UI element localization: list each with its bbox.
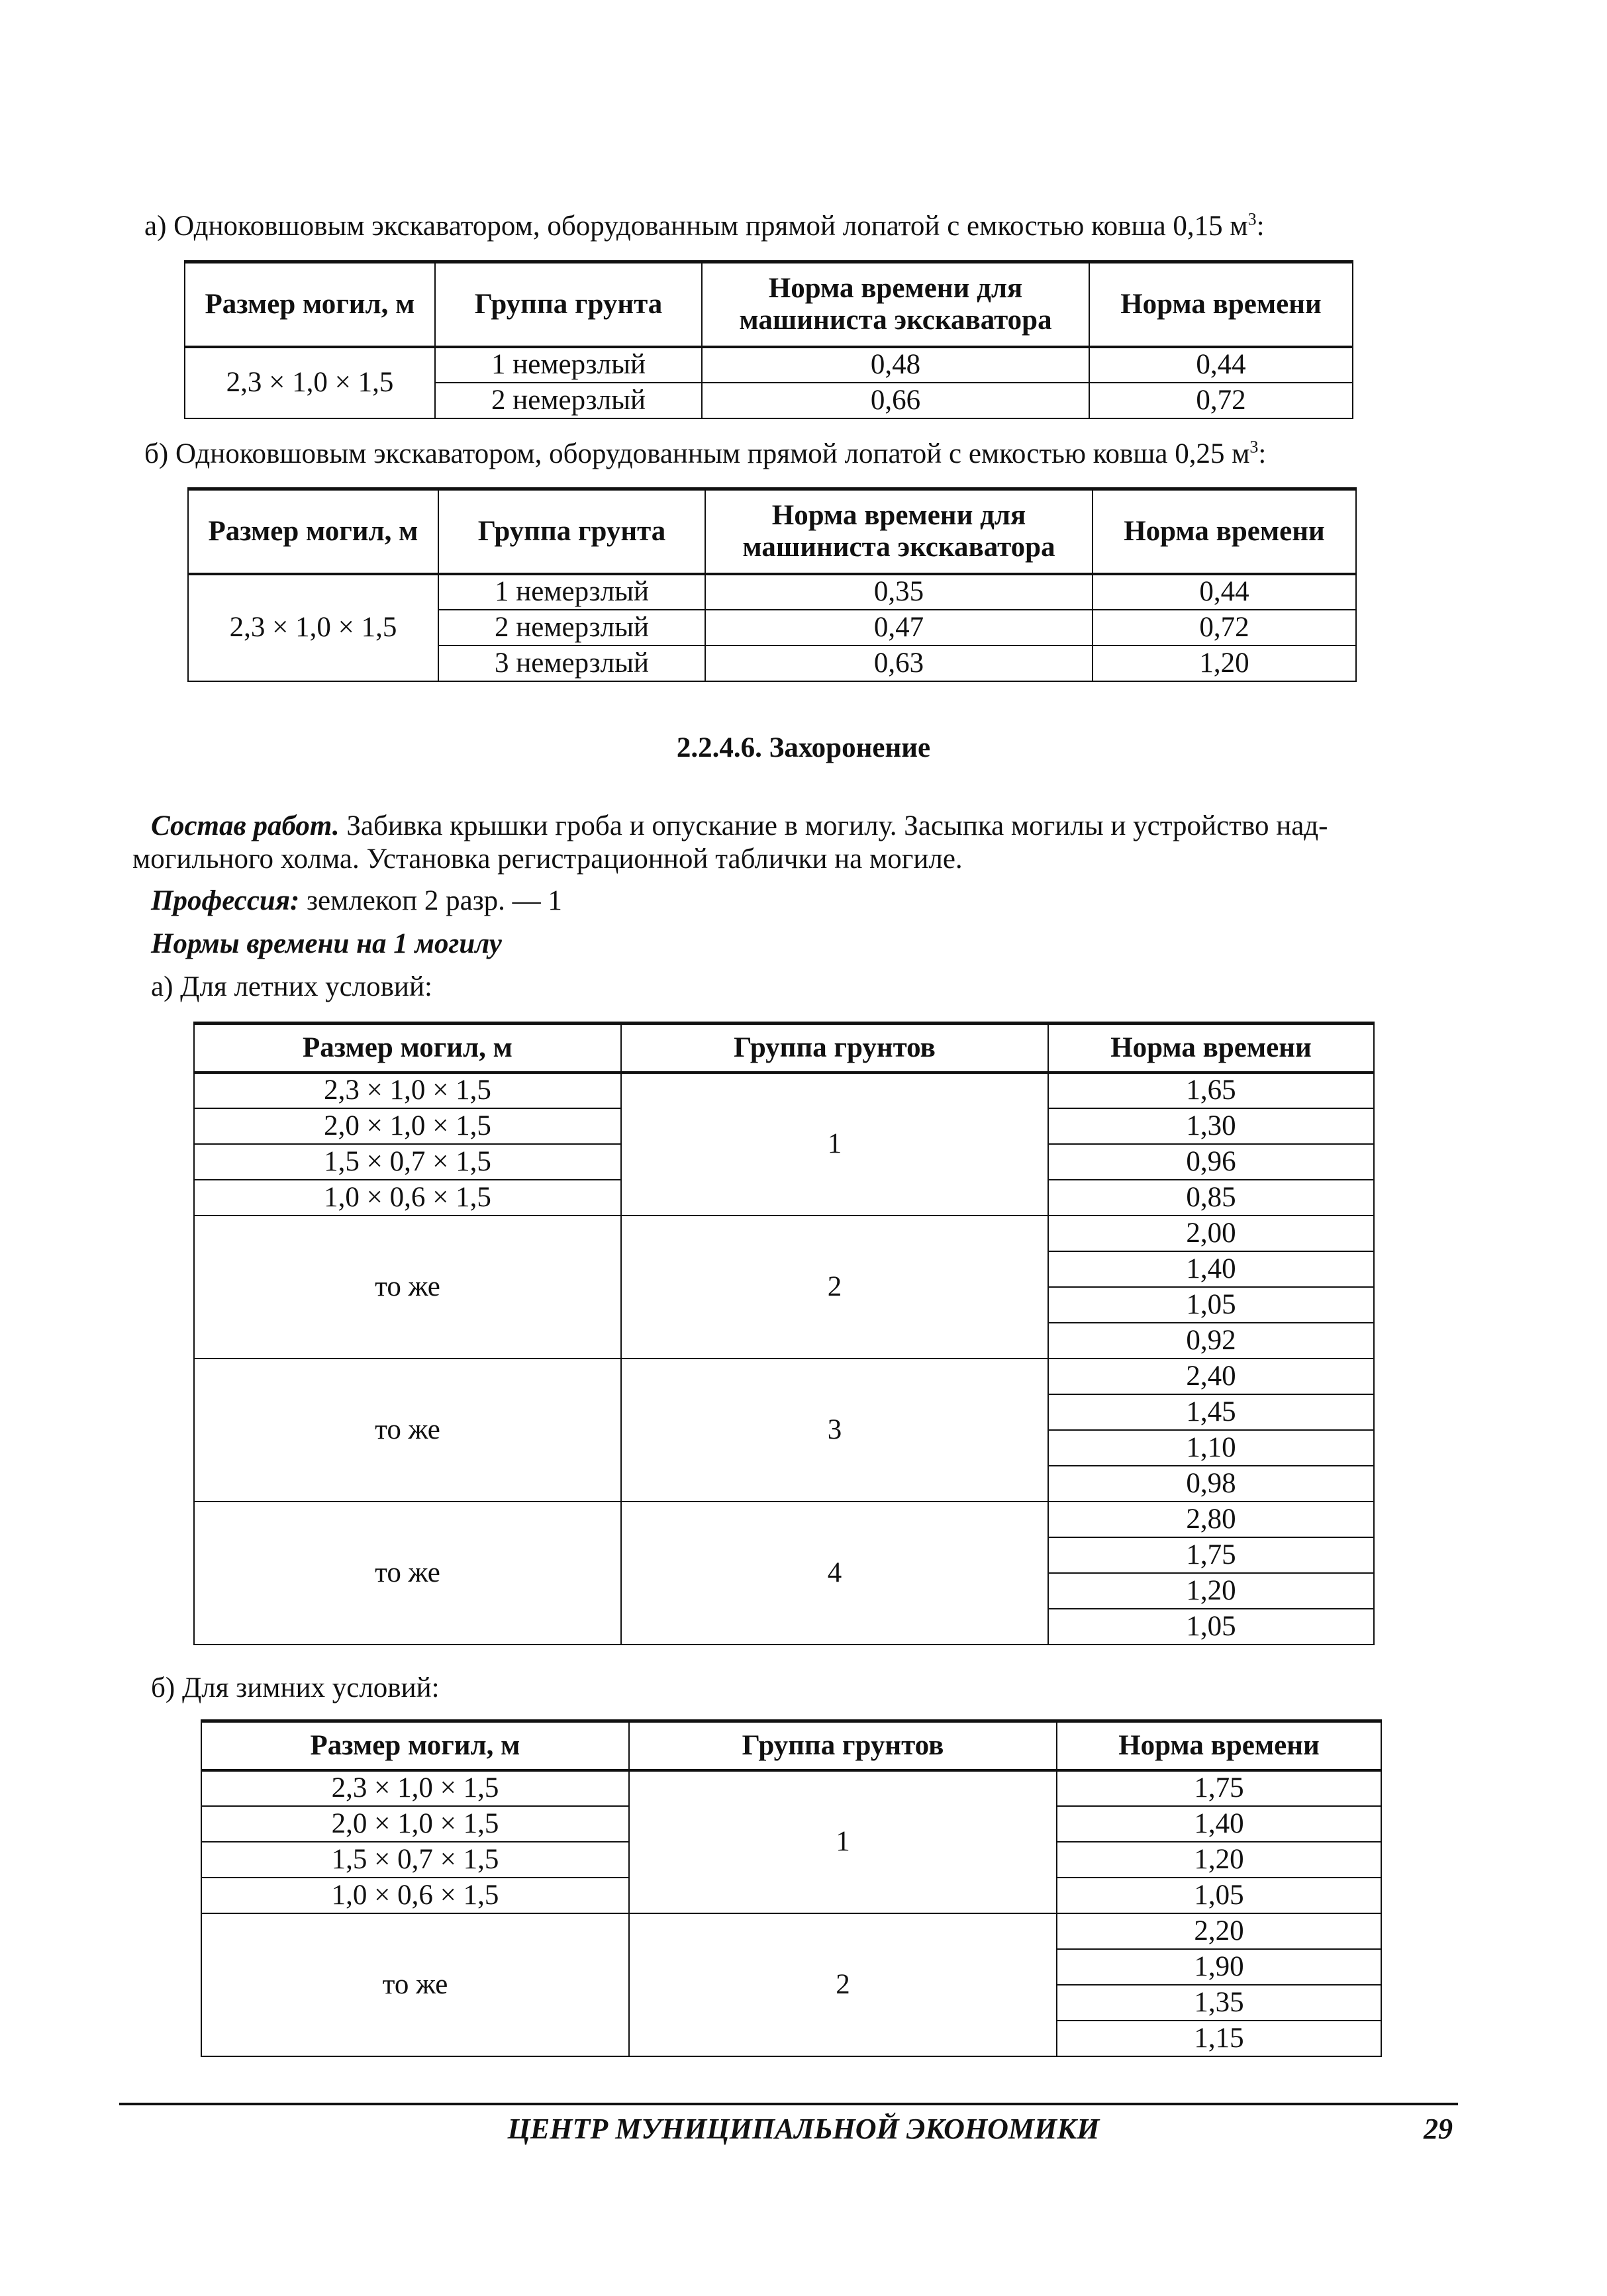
norm-cell: 1,05 (1057, 1878, 1381, 1913)
operator-norm-cell: 0,35 (705, 574, 1093, 610)
profession-value: землекоп 2 разр. — 1 (299, 885, 562, 916)
size-same-cell: то же (194, 1359, 621, 1502)
group-cell: 1 (629, 1770, 1057, 1913)
table-row (188, 574, 1356, 610)
norm-cell: 1,35 (1057, 1985, 1381, 2021)
norm-cell: 2,20 (1057, 1913, 1381, 1949)
excavator-025-table (187, 487, 1357, 682)
norm-cell: 1,40 (1057, 1806, 1381, 1842)
group-cell: 1 немерзлый (438, 574, 705, 610)
excavator-015-caption (144, 209, 1265, 244)
header-group: Группа грунта (438, 489, 705, 574)
group-cell: 2 немерзлый (438, 610, 705, 646)
operator-norm-cell: 0,66 (702, 383, 1089, 418)
size-same-cell: то же (194, 1216, 621, 1359)
table-row (194, 1502, 1374, 1537)
size-same-cell: то же (201, 1913, 629, 2056)
size-cell: 1,5 × 0,7 × 1,5 (201, 1842, 629, 1878)
norm-cell: 1,90 (1057, 1949, 1381, 1985)
header-size: Размер могил, м (201, 1721, 629, 1770)
size-cell: 2,3 × 1,0 × 1,5 (194, 1073, 621, 1108)
table-row (201, 1913, 1381, 1949)
table-row (185, 347, 1353, 383)
norm-cell: 1,05 (1048, 1609, 1374, 1645)
group-cell: 3 (621, 1359, 1048, 1502)
size-cell: 2,0 × 1,0 × 1,5 (194, 1108, 621, 1144)
superscript: 3 (1249, 437, 1259, 457)
header-group: Группа грунта (435, 262, 702, 347)
caption-text: а) Одноковшовым экскаватором, оборудованным прямой лопатой с емкостью ковша 0,15 м (144, 211, 1248, 242)
norm-cell: 1,45 (1048, 1394, 1374, 1430)
header-norm: Норма времени (1048, 1024, 1374, 1073)
group-cell: 1 немерзлый (435, 347, 702, 383)
norm-cell: 1,20 (1093, 646, 1356, 681)
excavator-015-table (184, 260, 1353, 419)
caption-tail: : (1256, 211, 1265, 242)
profession-line (151, 884, 562, 918)
norm-cell: 1,65 (1048, 1073, 1374, 1108)
norm-cell: 2,00 (1048, 1216, 1374, 1251)
summer-norms-table (193, 1022, 1375, 1645)
norm-cell: 1,75 (1048, 1537, 1374, 1573)
header-norm: Норма времени (1057, 1721, 1381, 1770)
header-group: Группа грунтов (629, 1721, 1057, 1770)
group-cell: 2 (621, 1216, 1048, 1359)
size-cell: 1,0 × 0,6 × 1,5 (194, 1180, 621, 1216)
group-cell: 1 (621, 1073, 1048, 1216)
norm-cell: 0,96 (1048, 1144, 1374, 1180)
norm-cell: 2,40 (1048, 1359, 1374, 1394)
header-group: Группа грунтов (621, 1024, 1048, 1073)
norm-cell: 0,44 (1093, 574, 1356, 610)
size-cell: 2,3 × 1,0 × 1,5 (188, 574, 438, 681)
size-cell: 2,3 × 1,0 × 1,5 (201, 1770, 629, 1806)
header-operator-norm: Норма времени для машиниста экскаватора (705, 489, 1093, 574)
norm-cell: 0,98 (1048, 1466, 1374, 1502)
norm-cell: 2,80 (1048, 1502, 1374, 1537)
norm-cell: 1,10 (1048, 1430, 1374, 1466)
norms-title: Нормы времени на 1 могилу (151, 928, 502, 959)
group-cell: 2 (629, 1913, 1057, 2056)
table-row (201, 1770, 1381, 1806)
operator-norm-cell: 0,48 (702, 347, 1089, 383)
work-composition-label: Состав работ. (151, 810, 340, 841)
group-cell: 4 (621, 1502, 1048, 1645)
size-cell: 1,5 × 0,7 × 1,5 (194, 1144, 621, 1180)
header-norm: Норма времени (1093, 489, 1356, 574)
norm-cell: 0,92 (1048, 1323, 1374, 1359)
work-composition-text: Забивка крышки гроба и опускание в могилу. Засыпка могилы и устройство над- (339, 810, 1328, 841)
footer-rule (119, 2103, 1458, 2105)
excavator-025-caption (144, 437, 1266, 471)
norm-cell: 0,85 (1048, 1180, 1374, 1216)
header-size: Размер могил, м (188, 489, 438, 574)
norm-cell: 0,72 (1089, 383, 1353, 418)
size-cell: 2,0 × 1,0 × 1,5 (201, 1806, 629, 1842)
header-size: Размер могил, м (185, 262, 435, 347)
summer-caption: а) Для летних условий: (151, 971, 432, 1002)
winter-caption: б) Для зимних условий: (151, 1672, 440, 1703)
table-row (194, 1359, 1374, 1394)
header-operator-norm: Норма времени для машиниста экскаватора (702, 262, 1089, 347)
norm-cell: 1,30 (1048, 1108, 1374, 1144)
work-composition-line2: могильного холма. Установка регистрационной таблички на могиле. (132, 843, 963, 875)
profession-label: Профессия: (151, 885, 300, 916)
table-row (194, 1073, 1374, 1108)
norm-cell: 0,44 (1089, 347, 1353, 383)
page-number: 29 (1424, 2113, 1453, 2145)
section-heading: 2.2.4.6. Захоронение (676, 732, 931, 763)
size-cell: 1,0 × 0,6 × 1,5 (201, 1878, 629, 1913)
norm-cell: 0,72 (1093, 610, 1356, 646)
caption-text: б) Одноковшовым экскаватором, оборудованным прямой лопатой с емкостью ковша 0,25 м (144, 438, 1250, 469)
table-row (194, 1216, 1374, 1251)
operator-norm-cell: 0,63 (705, 646, 1093, 681)
norm-cell: 1,40 (1048, 1251, 1374, 1287)
norm-cell: 1,05 (1048, 1287, 1374, 1323)
norm-cell: 1,20 (1057, 1842, 1381, 1878)
group-cell: 2 немерзлый (435, 383, 702, 418)
size-cell: 2,3 × 1,0 × 1,5 (185, 347, 435, 418)
caption-tail: : (1258, 438, 1267, 469)
size-same-cell: то же (194, 1502, 621, 1645)
norm-cell: 1,15 (1057, 2021, 1381, 2056)
norm-cell: 1,20 (1048, 1573, 1374, 1609)
work-composition-line1 (151, 809, 1328, 843)
header-size: Размер могил, м (194, 1024, 621, 1073)
header-norm: Норма времени (1089, 262, 1353, 347)
superscript: 3 (1247, 209, 1257, 229)
norm-cell: 1,75 (1057, 1770, 1381, 1806)
footer-publisher: ЦЕНТР МУНИЦИПАЛЬНОЙ ЭКОНОМИКИ (507, 2113, 1100, 2145)
group-cell: 3 немерзлый (438, 646, 705, 681)
winter-norms-table (201, 1719, 1382, 2057)
operator-norm-cell: 0,47 (705, 610, 1093, 646)
